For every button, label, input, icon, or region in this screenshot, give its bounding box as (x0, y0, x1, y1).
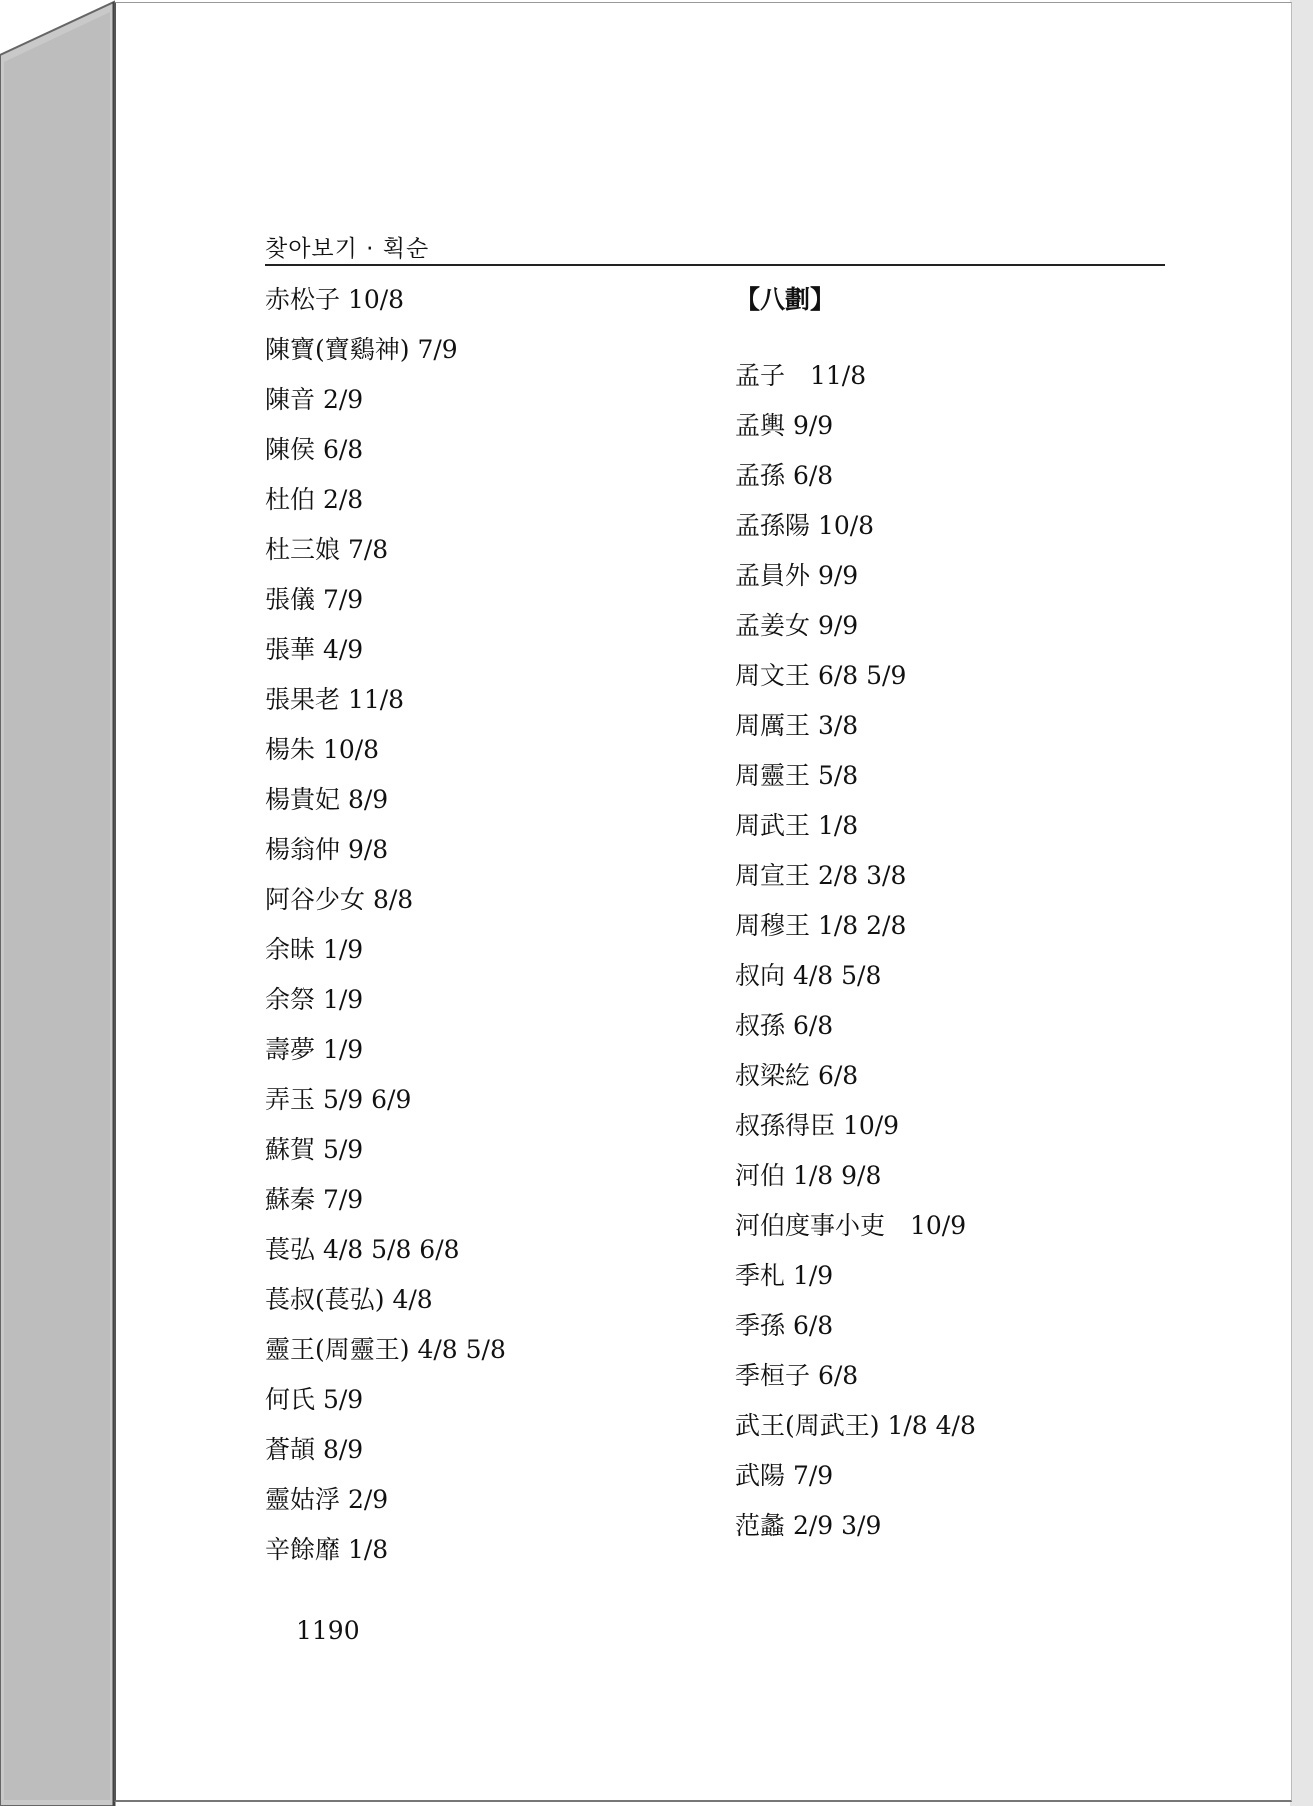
index-entry: 叔梁紇 6/8 (735, 1061, 859, 1090)
index-entry: 陳寶(寶鷄神) 7/9 (265, 335, 458, 364)
index-entry: 杜伯 2/8 (265, 485, 364, 514)
index-entry: 武陽 7/9 (735, 1461, 834, 1490)
index-entry: 孟孫陽 10/8 (735, 511, 875, 540)
index-entry: 萇弘 4/8 5/8 6/8 (265, 1235, 460, 1264)
index-entry: 蘇秦 7/9 (265, 1185, 364, 1214)
index-entry: 陳音 2/9 (265, 385, 364, 414)
running-header (265, 228, 1165, 266)
index-entry: 范蠡 2/9 3/9 (735, 1511, 882, 1540)
index-entry: 周文王 6/8 5/9 (735, 661, 907, 690)
index-entry: 余昧 1/9 (265, 935, 364, 964)
index-entry: 季孫 6/8 (735, 1311, 834, 1340)
index-entry: 萇叔(萇弘) 4/8 (265, 1285, 433, 1314)
section-heading: 【八劃】 (735, 285, 836, 314)
index-entry: 孟孫 6/8 (735, 461, 834, 490)
index-entry: 叔孫 6/8 (735, 1011, 834, 1040)
index-entry: 叔孫得臣 10/9 (735, 1111, 900, 1140)
index-entry: 季札 1/9 (735, 1261, 834, 1290)
index-entry: 楊朱 10/8 (265, 735, 380, 764)
index-entry: 武王(周武王) 1/8 4/8 (735, 1411, 976, 1440)
page-number: 1190 (296, 1616, 360, 1645)
header-title: 찾아보기 · 획순 (265, 236, 430, 262)
index-entry: 周宣王 2/8 3/8 (735, 861, 907, 890)
index-entry: 何氏 5/9 (265, 1385, 364, 1414)
index-entry: 周武王 1/8 (735, 811, 859, 840)
index-entry: 孟員外 9/9 (735, 561, 859, 590)
index-entry: 周穆王 1/8 2/8 (735, 911, 907, 940)
index-entry: 周厲王 3/8 (735, 711, 859, 740)
index-entry: 河伯 1/8 9/8 (735, 1161, 882, 1190)
index-entry: 季桓子 6/8 (735, 1361, 859, 1390)
index-entry: 余祭 1/9 (265, 985, 364, 1014)
index-entry: 楊翁仲 9/8 (265, 835, 389, 864)
index-entry: 叔向 4/8 5/8 (735, 961, 882, 990)
index-entry: 周靈王 5/8 (735, 761, 859, 790)
index-entry: 蘇賀 5/9 (265, 1135, 364, 1164)
index-entry: 張華 4/9 (265, 635, 364, 664)
index-entry: 靈姑浮 2/9 (265, 1485, 389, 1514)
index-entry: 楊貴妃 8/9 (265, 785, 389, 814)
index-entry: 杜三娘 7/8 (265, 535, 389, 564)
index-entry: 赤松子 10/8 (265, 285, 405, 314)
index-column-right (735, 280, 1175, 1556)
index-entry: 蒼頡 8/9 (265, 1435, 364, 1464)
index-entry: 靈王(周靈王) 4/8 5/8 (265, 1335, 506, 1364)
index-entry: 辛餘靡 1/8 (265, 1535, 389, 1564)
index-entry: 孟子 11/8 (735, 361, 867, 390)
index-entry: 壽夢 1/9 (265, 1035, 364, 1064)
index-entry: 陳侯 6/8 (265, 435, 364, 464)
index-entry: 張果老 11/8 (265, 685, 405, 714)
index-entry: 阿谷少女 8/8 (265, 885, 414, 914)
index-entry: 孟姜女 9/9 (735, 611, 859, 640)
index-entry: 孟輿 9/9 (735, 411, 834, 440)
index-column-left (265, 280, 705, 1580)
index-entry: 弄玉 5/9 6/9 (265, 1085, 412, 1114)
index-entry: 河伯度事小吏 10/9 (735, 1211, 967, 1240)
index-entry: 張儀 7/9 (265, 585, 364, 614)
